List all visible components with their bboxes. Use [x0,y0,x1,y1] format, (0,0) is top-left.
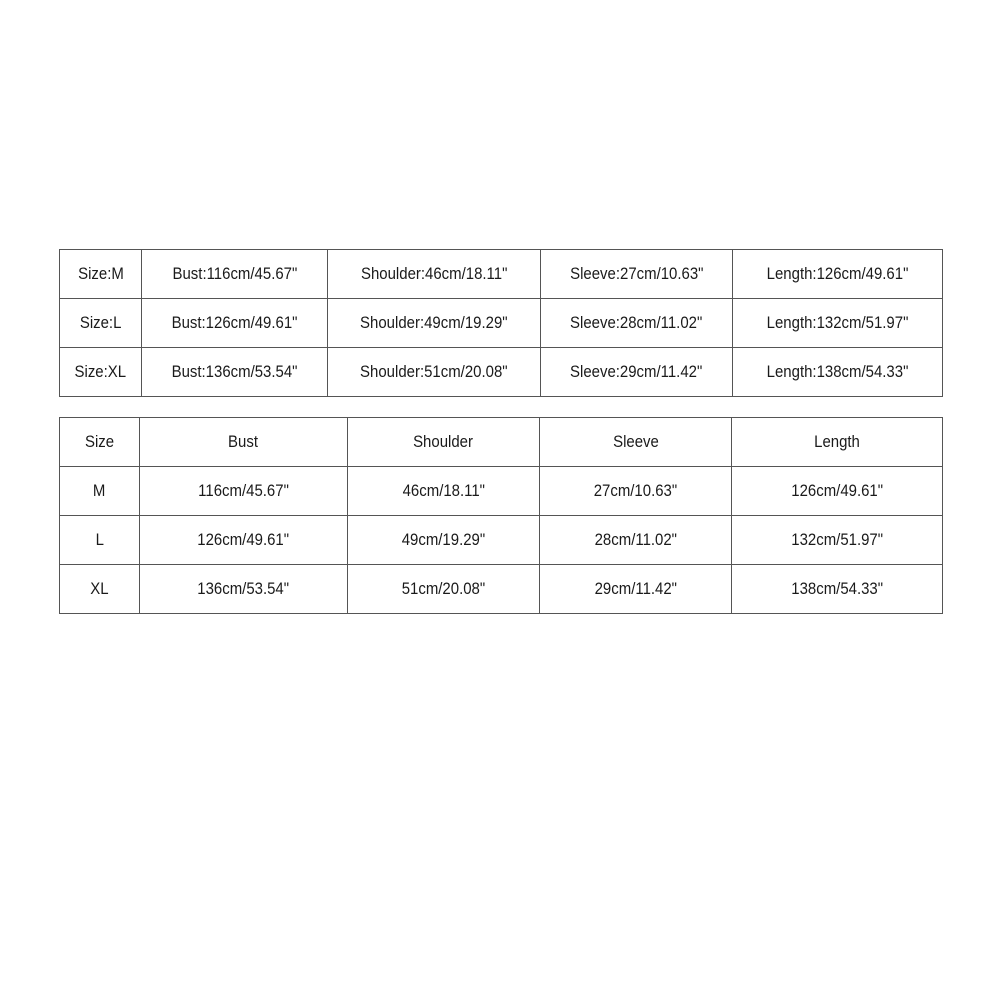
length-cell: 138cm/54.33" [732,565,943,614]
shoulder-cell: Shoulder:51cm/20.08" [328,348,541,397]
length-cell: 126cm/49.61" [732,467,943,516]
shoulder-cell: Shoulder:46cm/18.11" [328,250,541,299]
header-length: Length [732,418,943,467]
table-row [60,467,943,516]
shoulder-cell: 46cm/18.11" [348,467,540,516]
size-chart-grid-table [59,417,943,614]
size-cell: XL [60,565,140,614]
bust-cell: Bust:116cm/45.67" [142,250,328,299]
bust-cell: 116cm/45.67" [140,467,348,516]
sleeve-cell: Sleeve:28cm/11.02" [541,299,733,348]
size-cell: M [60,467,140,516]
size-cell: L [60,516,140,565]
sleeve-cell: 27cm/10.63" [540,467,732,516]
length-cell: 132cm/51.97" [732,516,943,565]
header-bust: Bust [140,418,348,467]
length-cell: Length:138cm/54.33" [733,348,943,397]
bust-cell: Bust:136cm/53.54" [142,348,328,397]
table-row [60,565,943,614]
bust-cell: Bust:126cm/49.61" [142,299,328,348]
table-row [60,516,943,565]
header-size: Size [60,418,140,467]
size-cell: Size:L [60,299,142,348]
header-sleeve: Sleeve [540,418,732,467]
sleeve-cell: Sleeve:29cm/11.42" [541,348,733,397]
length-cell: Length:132cm/51.97" [733,299,943,348]
length-cell: Length:126cm/49.61" [733,250,943,299]
shoulder-cell: Shoulder:49cm/19.29" [328,299,541,348]
bust-cell: 136cm/53.54" [140,565,348,614]
header-shoulder: Shoulder [348,418,540,467]
size-chart-inline-table [59,249,943,397]
size-cell: Size:M [60,250,142,299]
sleeve-cell: Sleeve:27cm/10.63" [541,250,733,299]
bust-cell: 126cm/49.61" [140,516,348,565]
table-row [60,348,943,397]
table-header-row [60,418,943,467]
size-cell: Size:XL [60,348,142,397]
shoulder-cell: 51cm/20.08" [348,565,540,614]
table-row [60,299,943,348]
shoulder-cell: 49cm/19.29" [348,516,540,565]
sleeve-cell: 29cm/11.42" [540,565,732,614]
table-row [60,250,943,299]
sleeve-cell: 28cm/11.02" [540,516,732,565]
